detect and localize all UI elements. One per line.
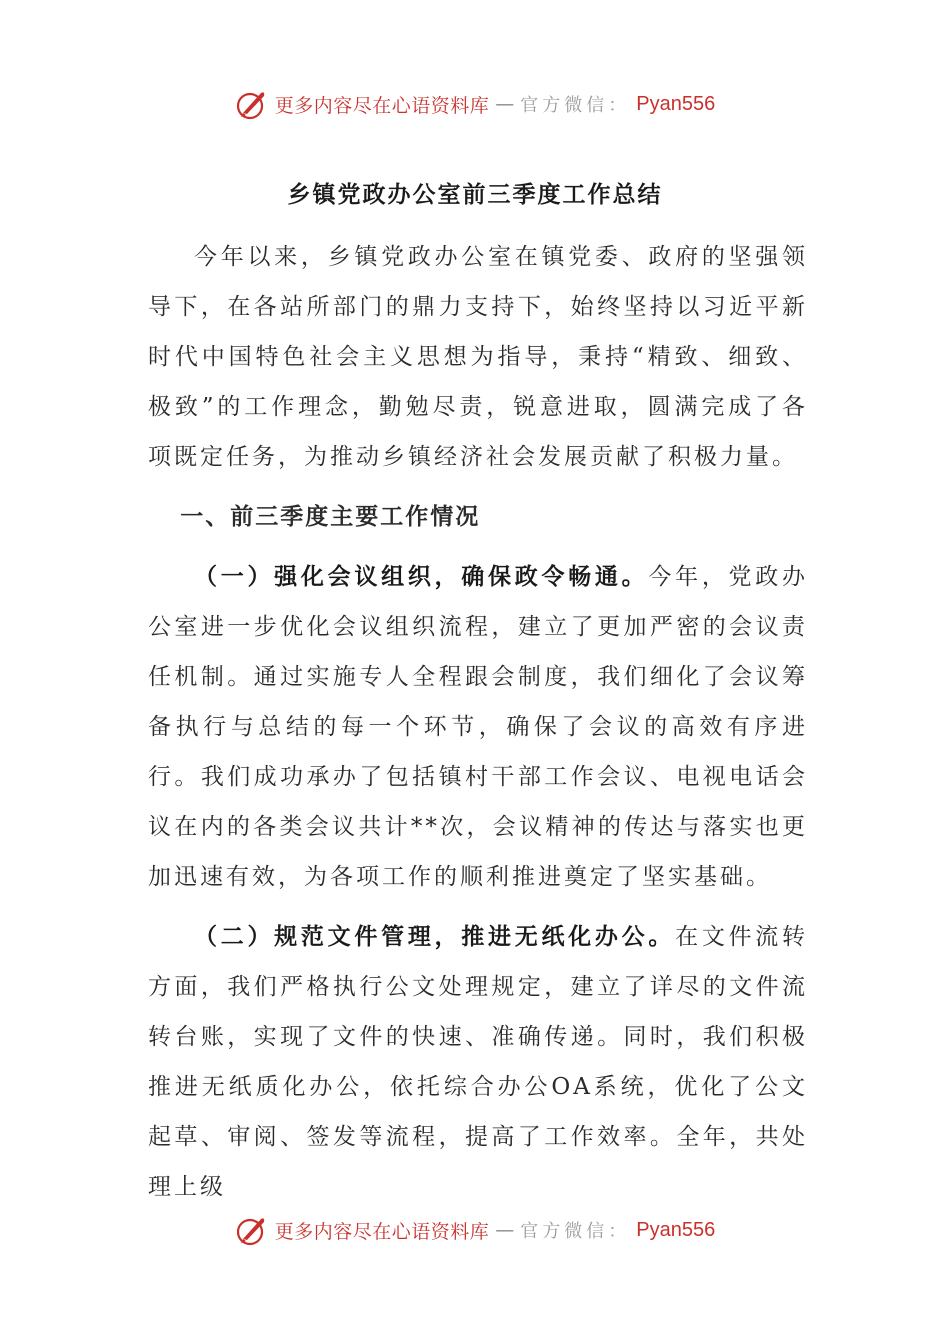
watermark-wechat-label: 官方微信： [520, 95, 631, 116]
intro-paragraph: 今年以来，乡镇党政办公室在镇党委、政府的坚强领导下，在各站所部门的鼎力支持下，始终坚持以习近平新时代中国特色社会主义思想为指导，秉持“精致、细致、极致”的工作理念，勤勉尽责，锐意进取，圆满完成了各项既定任务，为推动乡镇经济社会发展贡献了积极力量。 [148, 244, 808, 470]
section-heading: 一、前三季度主要工作情况 [180, 503, 481, 530]
item-1-paragraph [148, 552, 808, 902]
quill-pen-circle-icon [235, 87, 269, 121]
watermark-separator: — [495, 93, 515, 115]
watermark-brand-text: 更多内容尽在心语资料库 [274, 94, 490, 117]
quill-pen-circle-icon [235, 1213, 269, 1247]
watermark-wechat-label: 官方微信： [520, 1221, 631, 1242]
watermark-wechat-id: Pyan556 [636, 92, 716, 115]
item-1-lead: （一）强化会议组织，确保政令畅通。 [194, 563, 649, 590]
document-body [148, 232, 808, 1212]
watermark-footer [0, 1210, 950, 1250]
item-2-lead: （二）规范文件管理，推进无纸化办公。 [194, 923, 676, 950]
watermark-brand-text: 更多内容尽在心语资料库 [274, 1220, 490, 1243]
watermark-wechat-id: Pyan556 [636, 1218, 716, 1241]
item-1-body: 今年，党政办公室进一步优化会议组织流程，建立了更加严密的会议责任机制。通过实施专人全程跟会制度，我们细化了会议筹备执行与总结的每一个环节，确保了会议的高效有序进行。我们成功承办了包括镇村干部工作会议、电视电话会议在内的各类会议共计**次，会议精神的传达与落实也更加迅速有效，为各项工作的顺利推进奠定了坚实基础。 [148, 564, 809, 890]
watermark-separator: — [495, 1219, 515, 1241]
document-title: 乡镇党政办公室前三季度工作总结 [287, 181, 663, 208]
item-2-body: 在文件流转方面，我们严格执行公文处理规定，建立了详尽的文件流转台账，实现了文件的快速、准确传递。同时，我们积极推进无纸质化办公，依托综合办公OA系统，优化了公文起草、审阅、签发等流程，提高了工作效率。全年，共处理上级 [148, 924, 809, 1200]
item-2-paragraph [148, 912, 808, 1212]
watermark-header [0, 84, 950, 124]
